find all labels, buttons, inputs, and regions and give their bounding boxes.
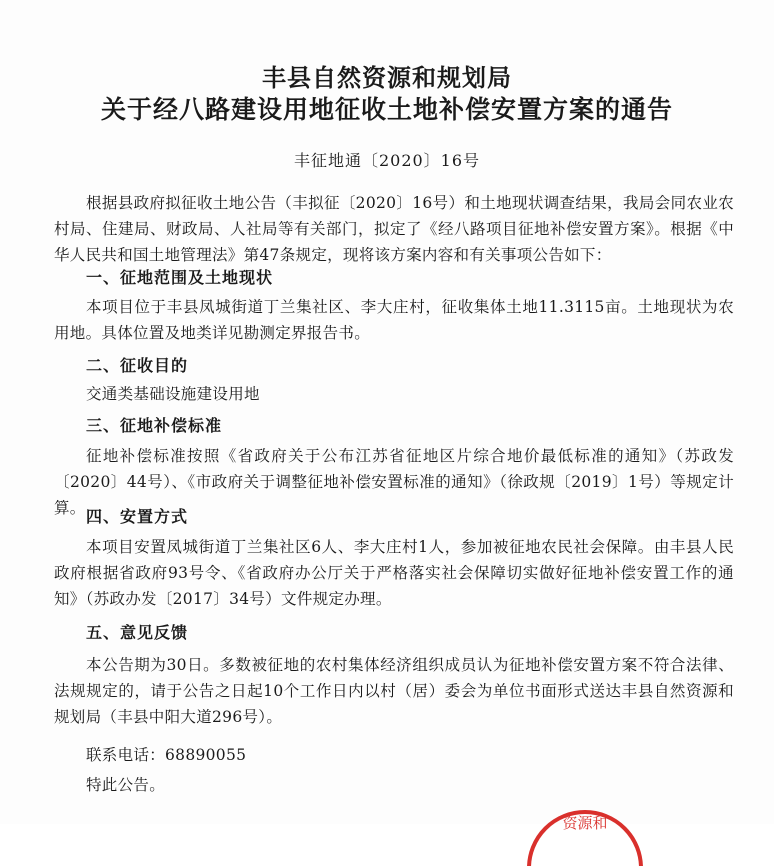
official-seal bbox=[520, 796, 650, 866]
section-body-3: 征地补偿标准按照《省政府关于公布江苏省征地区片综合地价最低标准的通知》（苏政发〔2020〕44号）、《市政府关于调整征地补偿安置标准的通知》（徐政规〔2019〕1号）等规定计算。 bbox=[54, 447, 734, 517]
section-body-1: 本项目位于丰县凤城街道丁兰集社区、李大庄村，征收集体土地11.3115亩。土地现状为农用地。具体位置及地类详见勘测定界报告书。 bbox=[54, 298, 734, 342]
section-heading-3: 三、征地补偿标准 bbox=[86, 416, 223, 435]
section-body-5: 本公告期为30日。多数被征地的农村集体经济组织成员认为征地补偿安置方案不符合法律、法规规定的，请于公告之日起10个工作日内以村（居）委会为单位书面形式送达丰县自然资源和规划局（丰县中阳大道296号）。 bbox=[54, 656, 734, 726]
section-heading-5: 五、意见反馈 bbox=[86, 623, 189, 642]
intro-paragraph: 根据县政府拟征收土地公告（丰拟征〔2020〕16号）和土地现状调查结果，我局会同农业农村局、住建局、财政局、人社局等有关部门，拟定了《经八路项目征地补偿安置方案》。根据《中华人民共和国土地管理法》第47条规定，现将该方案内容和有关事项公告如下： bbox=[54, 194, 734, 264]
section-heading-1: 一、征地范围及土地现状 bbox=[86, 268, 274, 287]
contact-phone: 联系电话：68890055 bbox=[86, 746, 247, 764]
closing-remark: 特此公告。 bbox=[86, 776, 166, 794]
seal-text: 资源和 bbox=[562, 814, 608, 832]
issuer-title: 丰县自然资源和规划局 bbox=[262, 63, 512, 92]
notice-title: 关于经八路建设用地征收土地补偿安置方案的通告 bbox=[100, 95, 673, 124]
document-number: 丰征地通〔2020〕16号 bbox=[293, 151, 481, 170]
section-heading-4: 四、安置方式 bbox=[86, 507, 189, 526]
section-heading-2: 二、征收目的 bbox=[86, 356, 189, 375]
section-body-2: 交通类基础设施建设用地 bbox=[86, 385, 260, 403]
section-body-4: 本项目安置凤城街道丁兰集社区6人、李大庄村1人，参加被征地农民社会保障。由丰县人民政府根据省政府93号令、《省政府办公厅关于严格落实社会保障切实做好征地补偿安置工作的通知》（苏政办发〔2017〕34号）文件规定办理。 bbox=[54, 538, 734, 608]
